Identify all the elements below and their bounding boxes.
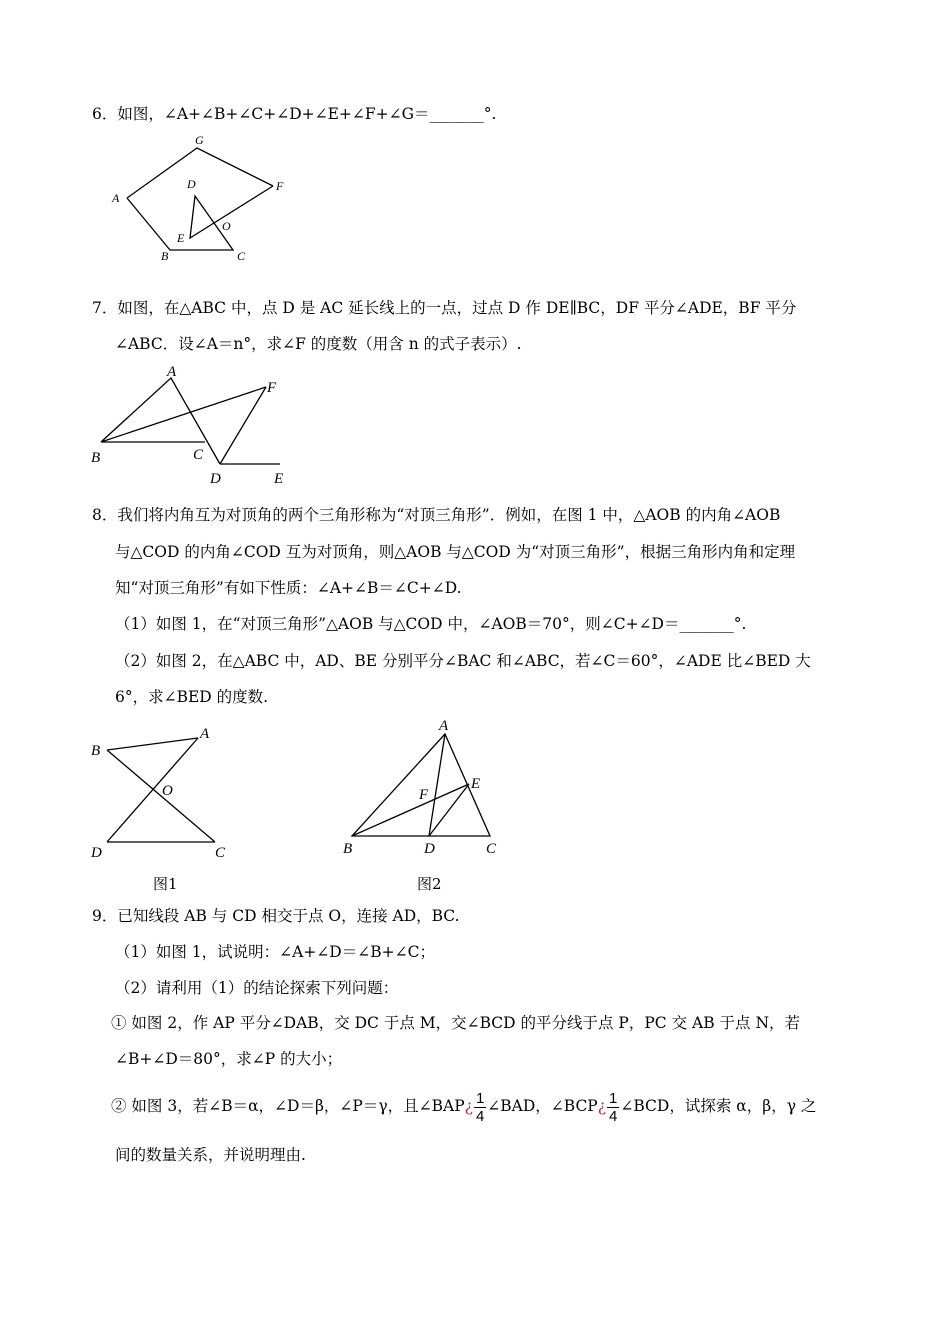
q8-fig1-caption: 图1 (153, 875, 178, 893)
q8-line2: 与△COD 的内角∠COD 互为对顶角，则△AOB 与△COD 为“对顶三角形”，根据三角形内角和定理 (115, 543, 796, 561)
q6-label-D: D (187, 177, 196, 191)
q7-line2: ∠ABC．设∠A＝n°，求∠F 的度数（用含 n 的式子表示）. (115, 335, 522, 353)
q8-fig1-label-D: D (91, 845, 102, 861)
q9-fraction-1 (474, 1090, 486, 1125)
q6-label-O: O (222, 219, 231, 233)
q9-sub2-pre: ② 如图 3，若∠B＝α，∠D＝β，∠P＝γ，且∠BAP (111, 1097, 465, 1115)
q6-label-G: G (195, 133, 204, 147)
q9-qmark-2: ¿ (597, 1097, 607, 1115)
q7-label-D: D (210, 471, 221, 487)
q7-label-F: F (267, 380, 277, 396)
q6-figure (105, 128, 305, 268)
q6-label-E: E (177, 231, 185, 245)
q8-fig2-caption: 图2 (417, 875, 442, 893)
q6-label-B: B (161, 249, 169, 263)
q9-fraction-2-num: 1 (609, 1089, 618, 1107)
q8-fig1-label-C: C (215, 845, 226, 861)
q8-part2b: 6°，求∠BED 的度数. (115, 688, 269, 706)
q8-part1: （1）如图 1，在“对顶三角形”△AOB 与△COD 中，∠AOB＝70°，则∠C+∠D＝_______°. (115, 615, 747, 633)
q8-fig2-label-C: C (486, 841, 497, 857)
q9-part1: （1）如图 1，试说明：∠A+∠D＝∠B+∠C； (115, 943, 435, 961)
q9-sub2 (111, 1086, 816, 1126)
q9-sub1a: ① 如图 2，作 AP 平分∠DAB，交 DC 于点 M，交∠BCD 的平分线于点 P，PC 交 AB 于点 N，若 (111, 1014, 801, 1032)
q6-label-A: A (112, 191, 120, 205)
q9-line1: 9．已知线段 AB 与 CD 相交于点 O，连接 AD，BC. (92, 907, 460, 925)
q9-fraction-2 (607, 1090, 619, 1125)
q6-label-C: C (237, 249, 246, 263)
q6-label-F: F (276, 179, 284, 193)
q9-sub2b: 间的数量关系，并说明理由. (115, 1146, 306, 1164)
q8-fig2-label-F: F (419, 787, 429, 803)
q7-figure (85, 362, 300, 490)
q8-fig2-label-D: D (424, 841, 435, 857)
q9-sub1b: ∠B+∠D＝80°，求∠P 的大小； (115, 1050, 343, 1068)
q7-line1: 7．如图，在△ABC 中，点 D 是 AC 延长线上的一点，过点 D 作 DE∥BC，DF 平分∠ADE，BF 平分 (92, 299, 797, 317)
q8-line1: 8．我们将内角互为对顶角的两个三角形称为“对顶三角形”．例如，在图 1 中，△AOB 的内角∠AOB (92, 506, 781, 524)
q9-sub2-post: ∠BCD，试探索 α，β，γ 之 (620, 1097, 817, 1115)
q7-label-A: A (167, 364, 177, 380)
q9-fraction-1-num: 1 (475, 1089, 485, 1107)
q8-figure1 (85, 722, 235, 864)
q6-text: 6．如图，∠A+∠B+∠C+∠D+∠E+∠F+∠G＝_______°. (92, 105, 497, 123)
q7-label-B: B (91, 450, 101, 466)
q8-fig1-label-A: A (200, 726, 210, 742)
q8-fig2-label-A: A (439, 718, 449, 734)
q8-fig1-label-O: O (162, 783, 173, 799)
q7-label-C: C (193, 447, 204, 463)
q9-qmark-1: ¿ (464, 1097, 473, 1115)
q9-fraction-2-den: 4 (609, 1107, 618, 1125)
q9-part2: （2）请利用（1）的结论探索下列问题： (115, 979, 399, 997)
q8-line3: 知“对顶三角形”有如下性质：∠A+∠B＝∠C+∠D. (115, 579, 462, 597)
q8-fig1-label-B: B (91, 743, 101, 759)
q9-fraction-1-den: 4 (475, 1107, 485, 1125)
q8-figure2 (335, 712, 510, 862)
q8-part2a: （2）如图 2，在△ABC 中，AD、BE 分别平分∠BAC 和∠ABC，若∠C＝60°，∠ADE 比∠BED 大 (115, 652, 811, 670)
q8-fig2-label-E: E (471, 776, 481, 792)
q7-label-E: E (274, 471, 284, 487)
q9-sub2-mid: ∠BAD，∠BCP (487, 1097, 598, 1115)
q8-fig2-label-B: B (343, 841, 353, 857)
